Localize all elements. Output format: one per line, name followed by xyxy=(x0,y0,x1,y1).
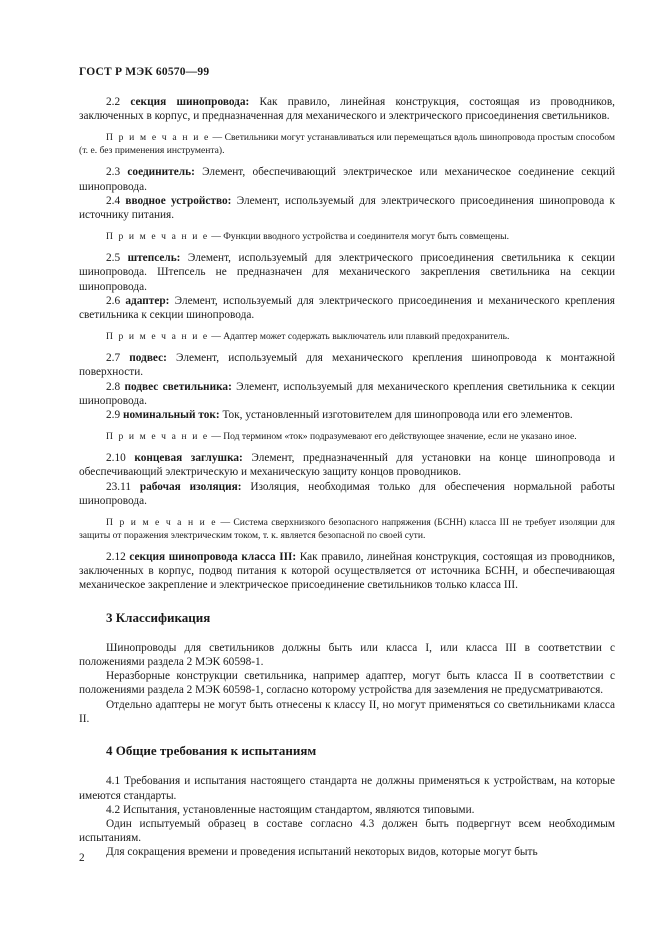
paragraph: Отдельно адаптеры не могут быть отнесены к классу II, но могут применяться со светильниками класса II. xyxy=(79,698,615,725)
paragraph: Для сокращения времени и проведения испытаний некоторых видов, которые могут быть xyxy=(106,846,538,859)
note xyxy=(79,330,615,343)
paragraph: 4.2 Испытания, установленные настоящим стандартом, являются типовыми. xyxy=(106,803,475,816)
definition-2-4 xyxy=(79,194,615,222)
definition-text: Как правило, линейная конструкция, состоящая из проводников, заключенных в корпус, подвод питания к которой осуществляется от источника БСНН, и обеспечивающая механическое закрепление и электрическое присоединение светильников только класса III. xyxy=(79,551,616,592)
definition-2-7 xyxy=(79,351,615,379)
item-number: 2.10 xyxy=(106,452,126,465)
definition-text: Изоляция, необходимая только для обеспечения нормальной работы шинопровода. xyxy=(79,480,615,507)
note-text: — Светильники могут устанавливаться или перемещаться вдоль шинопровода простым способом (т. е. без применения инструмента). xyxy=(79,132,615,157)
section-heading-classification: 3 Классификация xyxy=(106,609,211,625)
definition-text: Элемент, обеспечивающий электрическое или механическое соединение секций шинопровода. xyxy=(79,166,616,193)
paragraph: Шинопроводы для светильников должны быть или класса I, или класса III в соответствии с положениями раздела 2 МЭК 60598-1. xyxy=(79,641,615,669)
definition-2-2 xyxy=(79,95,615,123)
definition-2-12 xyxy=(79,550,615,593)
term: секция шинопровода: xyxy=(130,96,250,108)
definition-text: Элемент, используемый для электрического присоединения и механического крепления светильника к секции шинопровода. xyxy=(79,294,615,322)
item-number: 23.11 xyxy=(106,480,131,493)
term: номинальный ток: xyxy=(122,409,220,422)
definition-2-10 xyxy=(79,451,615,479)
item-number: 2.7 xyxy=(106,352,121,365)
document-body xyxy=(79,95,615,860)
definition-text: Элемент, предназначенный для установки на конце шинопровода и обеспечивающий электрическую и механическую защиту концов проводников. xyxy=(79,452,616,479)
note xyxy=(79,131,615,157)
definition-2-3 xyxy=(79,165,615,193)
term: подвес: xyxy=(129,352,167,365)
item-number: 2.3 xyxy=(106,166,121,179)
item-number: 2.8 xyxy=(106,380,121,393)
section-heading-general-test-requirements: 4 Общие требования к испытаниям xyxy=(106,743,317,759)
definition-text: Элемент, используемый для механического крепления светильника к секции шинопровода. xyxy=(79,380,615,407)
item-number: 2.2 xyxy=(106,96,121,108)
paragraph: Один испытуемый образец в составе согласно 4.3 должен быть подвергнут всем необходимым испытаниям. xyxy=(79,817,615,845)
definition-text: Ток, установленный изготовителем для шинопровода или его элементов. xyxy=(219,409,573,422)
definition-2-5 xyxy=(79,251,615,294)
term: рабочая изоляция: xyxy=(139,480,242,493)
paragraph: Неразборные конструкции светильника, например адаптер, могут быть класса II в соответствии с положениями раздела 2 МЭК 60598-1, согласно которому устройства для заземления не предусматриваются. xyxy=(79,670,615,697)
definition-text: Элемент, используемый для электрического присоединения светильника к секции шинопровода. Штепсель не предназначен для механического закрепления светильника на секции шинопровода. xyxy=(79,252,615,293)
note-text: — Система сверхнизкого безопасного напряжения (БСНН) класса III не требует изоляции для защиты от поражения электрическим током, т. к. является безопасной по своей сути. xyxy=(79,517,615,542)
note-label: П р и м е ч а н и е xyxy=(106,517,218,529)
term: секция шинопровода класса III: xyxy=(129,551,297,564)
item-number: 2.4 xyxy=(106,194,121,207)
note-label: П р и м е ч а н и е xyxy=(106,132,210,144)
note-text: — Функции вводного устройства и соединителя могут быть совмещены. xyxy=(208,231,510,243)
definition-2-9 xyxy=(79,408,615,422)
term: подвес светильника: xyxy=(124,380,232,393)
term: концевая заглушка: xyxy=(134,452,243,465)
document-header: ГОСТ Р МЭК 60570—99 xyxy=(79,66,210,78)
term: штепсель: xyxy=(127,252,181,265)
note-label: П р и м е ч а н и е xyxy=(106,231,209,243)
term: адаптер: xyxy=(125,294,170,307)
item-number: 2.5 xyxy=(106,252,121,265)
item-number: 2.12 xyxy=(106,551,126,564)
paragraph: 4.1 Требования и испытания настоящего стандарта не должны применяться к устройствам, на которые имеются стандарты. xyxy=(79,775,615,802)
note xyxy=(79,230,615,243)
item-number: 2.9 xyxy=(106,409,121,422)
definition-text: Элемент, используемый для механического крепления шинопровода к монтажной поверхности. xyxy=(79,352,615,379)
note-label: П р и м е ч а н и е xyxy=(106,331,209,343)
definition-2-6 xyxy=(79,294,615,322)
definition-2-8 xyxy=(79,380,615,408)
note xyxy=(79,516,615,542)
page-number: 2 xyxy=(79,852,85,864)
definition-23-11 xyxy=(79,480,615,508)
term: вводное устройство: xyxy=(125,194,232,207)
note-text: — Под термином «ток» подразумевают его действующее значение, если не указано иное. xyxy=(208,431,577,443)
item-number: 2.6 xyxy=(106,294,121,307)
definition-text: Как правило, линейная конструкция, состоящая из проводников, заключенных в корпус, и предназначенная для механического и электрического присоединения светильников. xyxy=(79,96,615,123)
term: соединитель: xyxy=(127,166,195,179)
note-label: П р и м е ч а н и е xyxy=(106,431,209,443)
note xyxy=(79,430,615,443)
note-text: — Адаптер может содержать выключатель или плавкий предохранитель. xyxy=(208,331,510,343)
definition-text: Элемент, используемый для электрического присоединения шинопровода к источнику питания. xyxy=(79,194,615,222)
